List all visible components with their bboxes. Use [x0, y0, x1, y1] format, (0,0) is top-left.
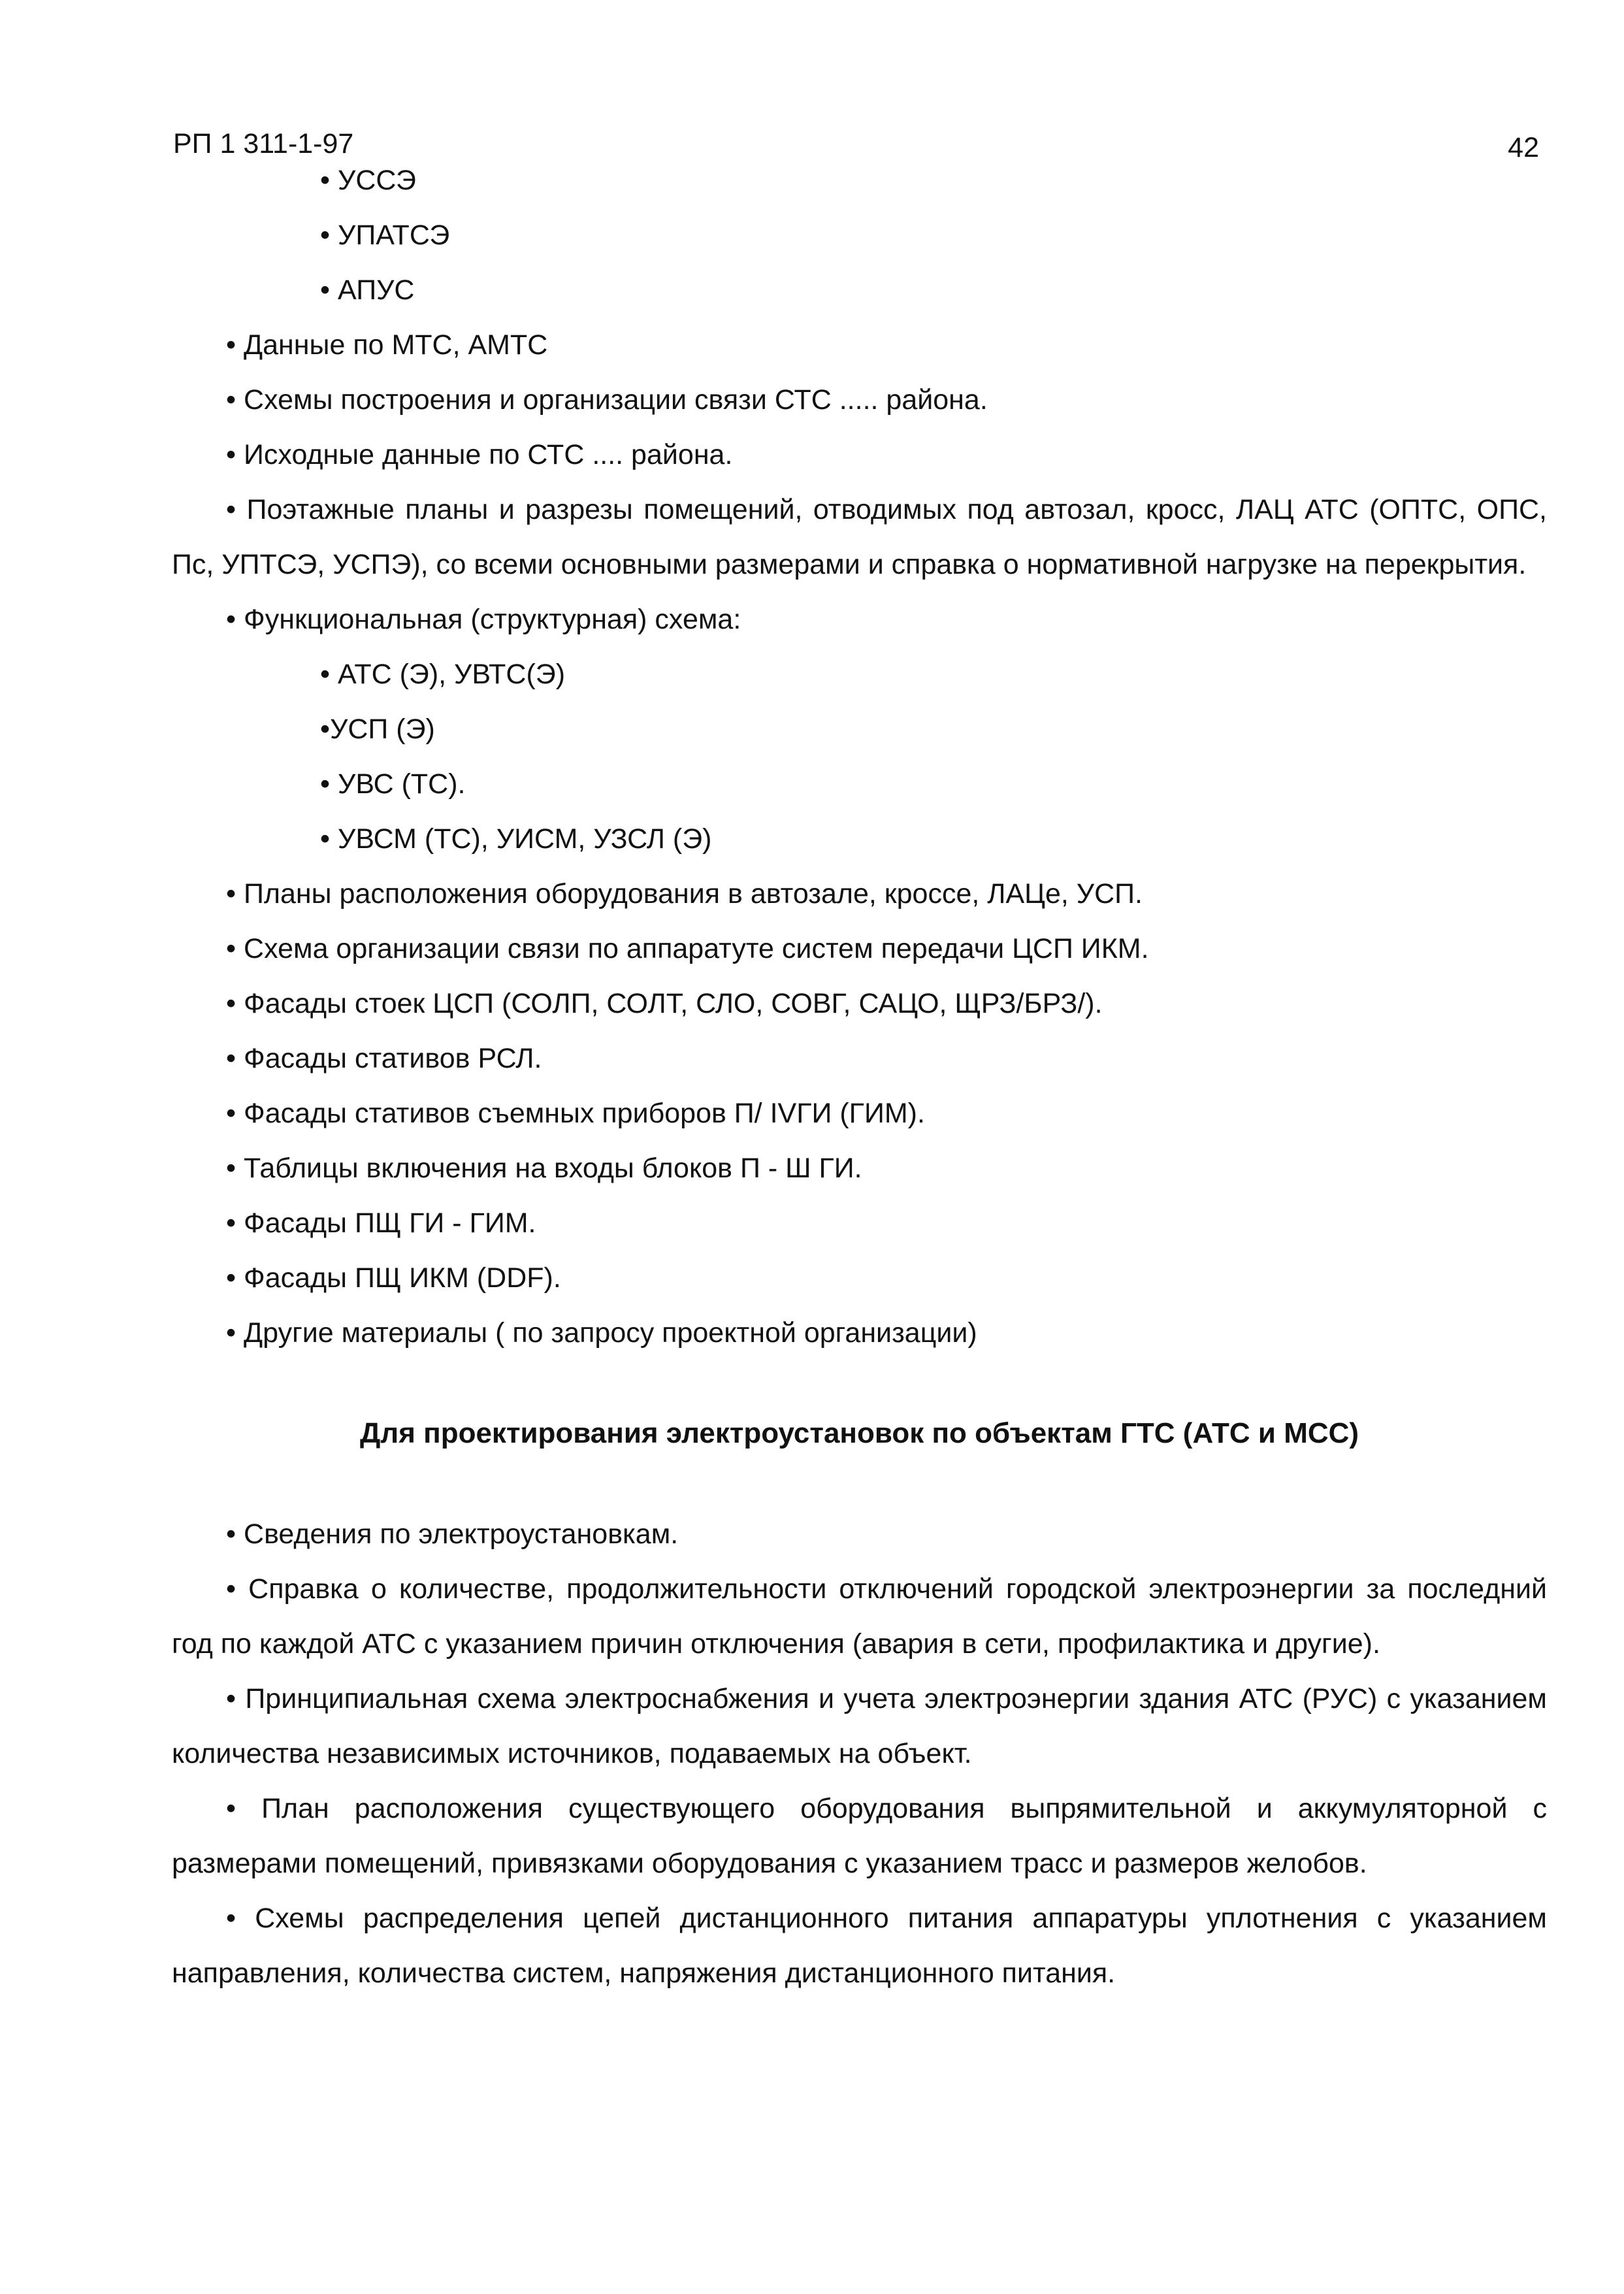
list-item: • Схема организации связи по аппаратуте систем передачи ЦСП ИКМ.: [172, 921, 1547, 976]
list-item: • Фасады ПЩ ГИ - ГИМ.: [172, 1196, 1547, 1251]
list-item: • Данные по МТС, АМТС: [172, 318, 1547, 372]
document-code: РП 1 311-1-97: [173, 128, 354, 159]
list-item: • Схемы построения и организации связи СТС ..... района.: [172, 372, 1547, 427]
paragraph-floorplans: • Поэтажные планы и разрезы помещений, отводимых под автозал, кросс, ЛАЦ АТС (ОПТС, ОПС, Пс, УПТСЭ, УСПЭ), со всеми основными размерами и справка о нормативной нагрузке на перекрытия.: [172, 482, 1547, 592]
document-body: [172, 153, 1547, 2001]
list-item: • Фасады стативов РСЛ.: [172, 1031, 1547, 1086]
list-item: • УВСМ (ТС), УИСМ, УЗСЛ (Э): [172, 811, 1547, 866]
list-item: • Таблицы включения на входы блоков П - Ш ГИ.: [172, 1141, 1547, 1196]
list-item: • Фасады стоек ЦСП (СОЛП, СОЛТ, СЛО, СОВГ, САЦО, ЩРЗ/БРЗ/).: [172, 976, 1547, 1031]
list-item: • Сведения по электроустановкам.: [172, 1507, 1547, 1562]
paragraph: • Схемы распределения цепей дистанционного питания аппаратуры уплотнения с указанием направления, количества систем, напряжения дистанционного питания.: [172, 1891, 1547, 2001]
list-item: • Планы расположения оборудования в автозале, кроссе, ЛАЦе, УСП.: [172, 866, 1547, 921]
list-item: • Фасады ПЩ ИКМ (DDF).: [172, 1251, 1547, 1305]
list-item: • АПУС: [172, 263, 1547, 318]
list-item: • УПАТСЭ: [172, 208, 1547, 263]
list-item: • Функциональная (структурная) схема:: [172, 592, 1547, 647]
page-number: 42: [1508, 132, 1539, 163]
list-item: • УСП (Э): [172, 702, 1547, 757]
paragraph: • План расположения существующего оборудования выпрямительной и аккумуляторной с размерами помещений, привязками оборудования с указанием трасс и размеров желобов.: [172, 1781, 1547, 1891]
list-item: • УВС (ТС).: [172, 757, 1547, 811]
list-item: • АТС (Э), УВТС(Э): [172, 647, 1547, 702]
list-item: • УССЭ: [172, 153, 1547, 208]
list-item: • Фасады стативов съемных приборов П/ IVГИ (ГИМ).: [172, 1086, 1547, 1141]
list-item: • Другие материалы ( по запросу проектной организации): [172, 1305, 1547, 1360]
paragraph: • Принципиальная схема электроснабжения и учета электроэнергии здания АТС (РУС) с указанием количества независимых источников, подаваемых на объект.: [172, 1671, 1547, 1781]
paragraph: • Справка о количестве, продолжительности отключений городской электроэнергии за последний год по каждой АТС с указанием причин отключения (авария в сети, профилактика и другие).: [172, 1562, 1547, 1671]
list-item: • Исходные данные по СТС .... района.: [172, 427, 1547, 482]
section-heading: Для проектирования электроустановок по объектам ГТС (АТС и МСС): [359, 1417, 1359, 1449]
